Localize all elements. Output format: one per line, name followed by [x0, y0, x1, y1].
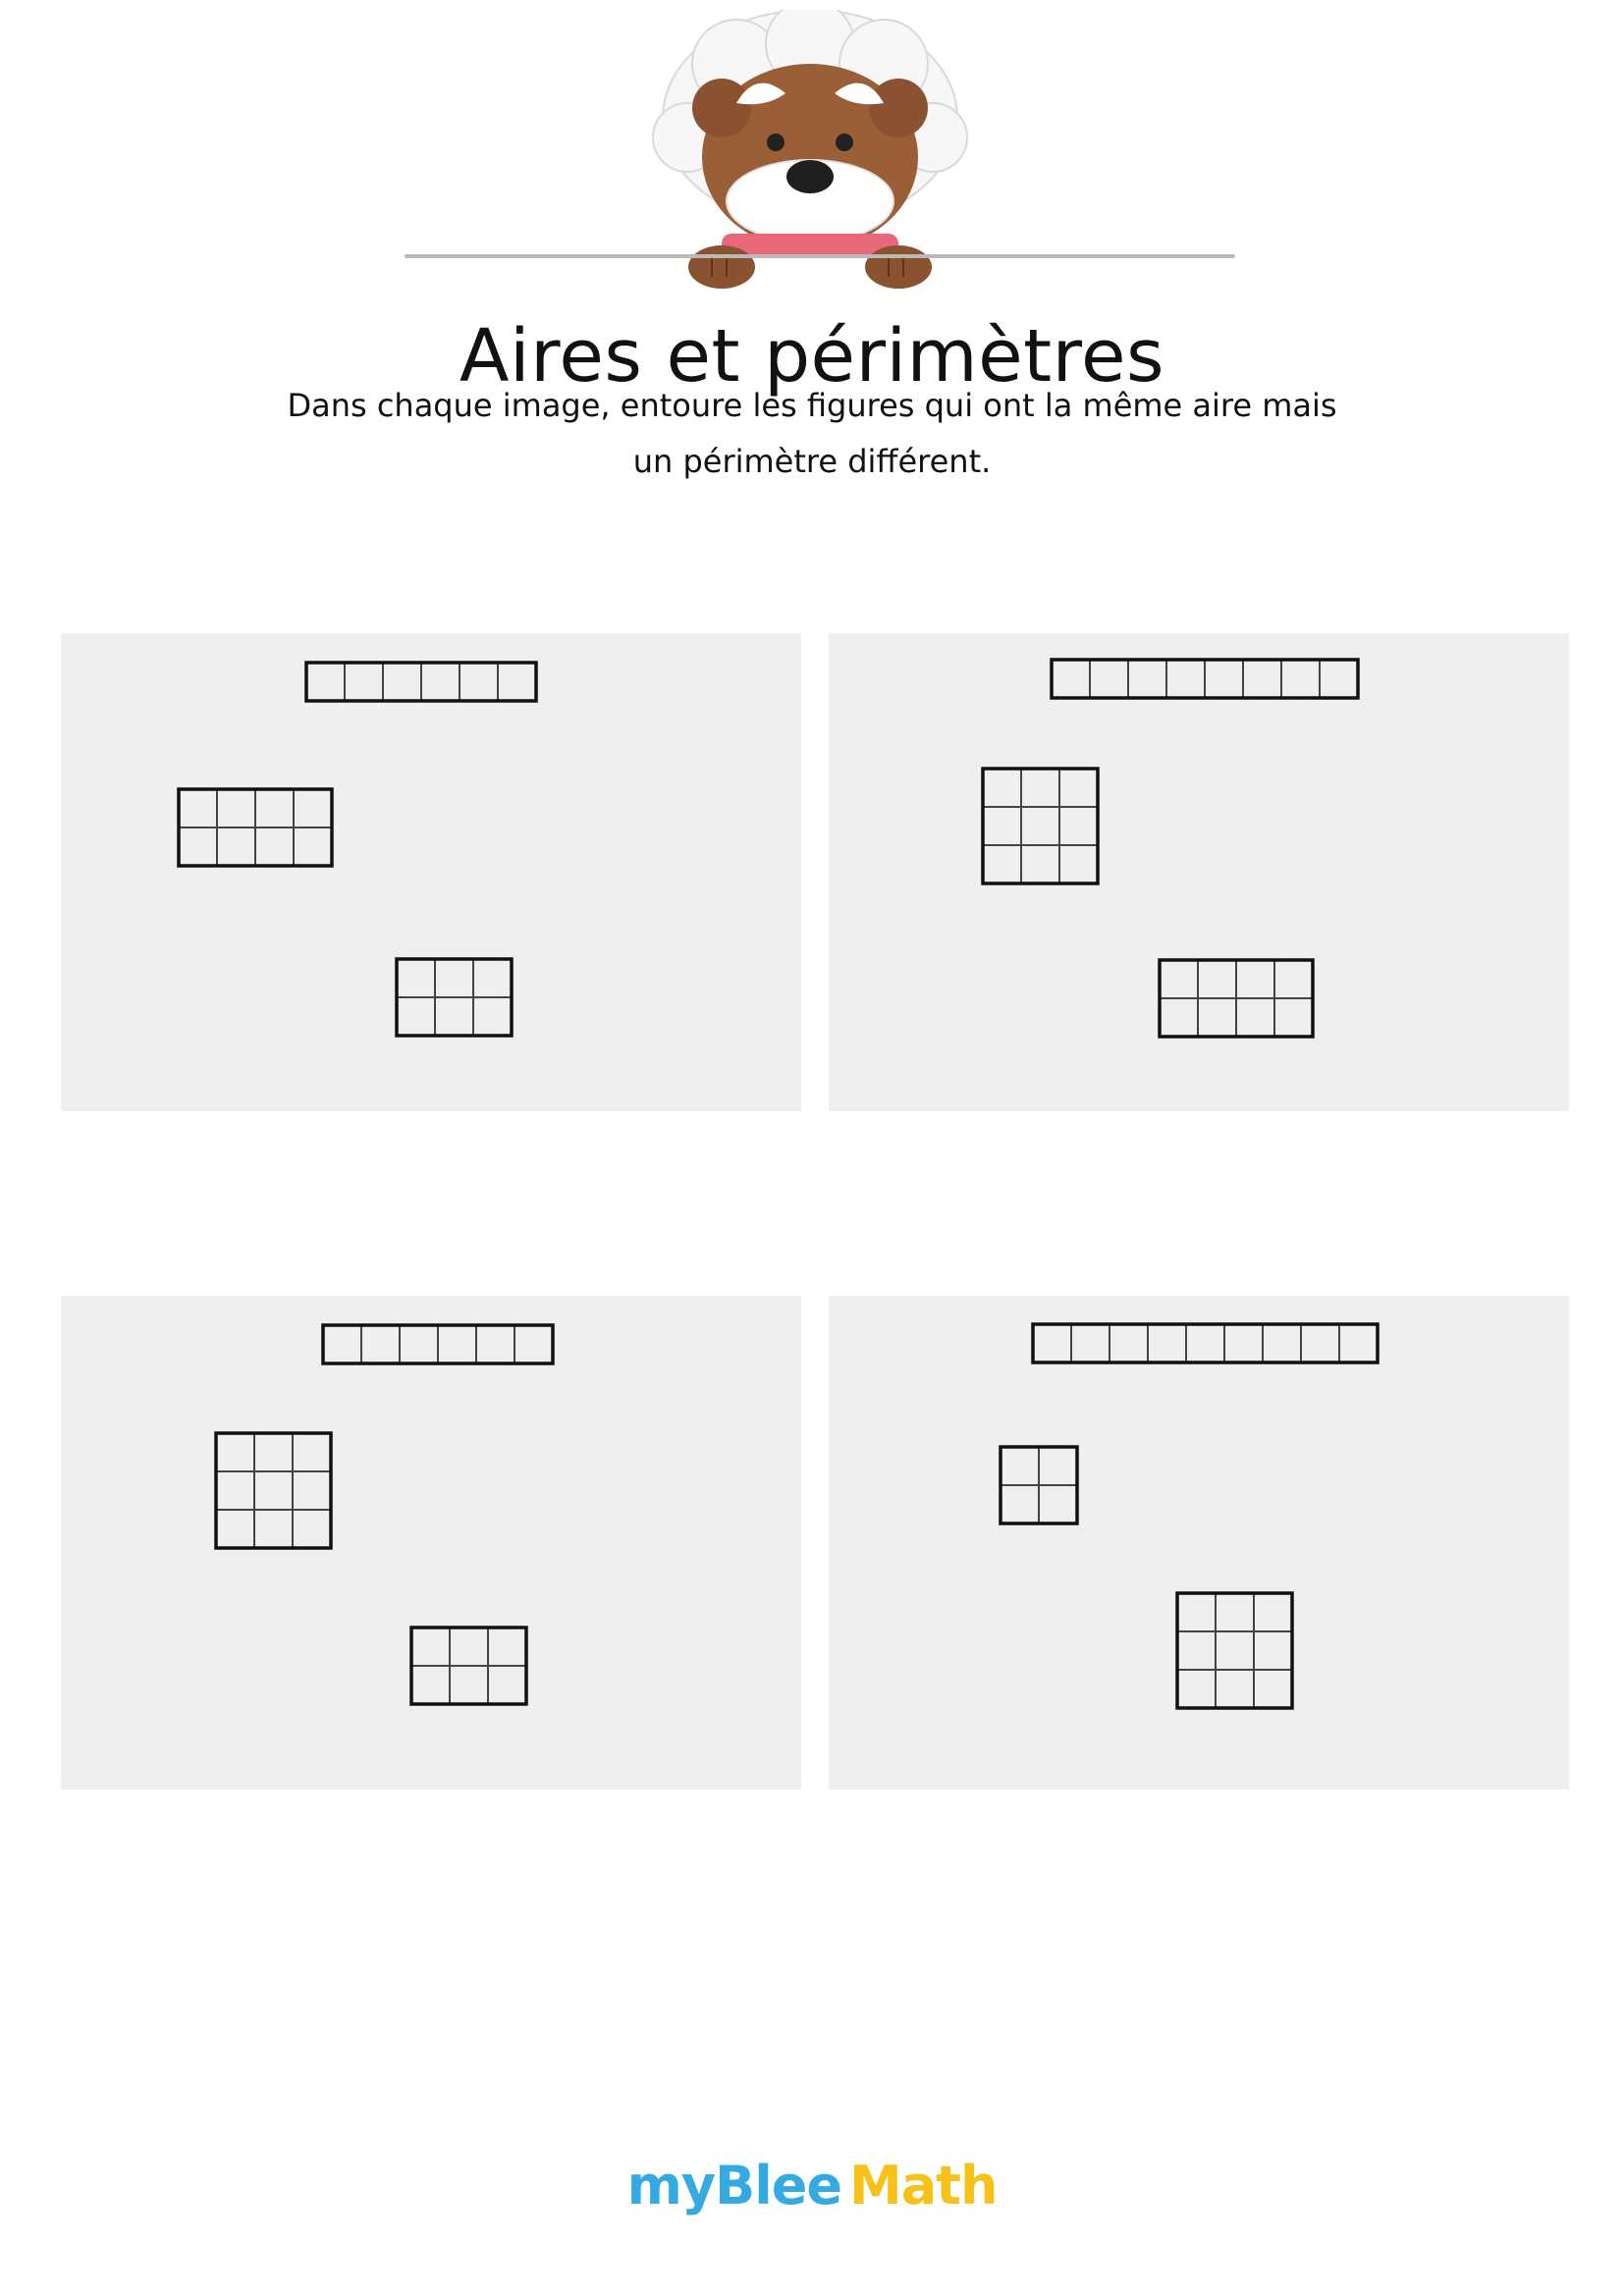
grid-shape-2x2[interactable] [999, 1445, 1079, 1525]
instructions-line-2: un périmètre différent. [632, 443, 992, 480]
shape-c[interactable] [1158, 958, 1315, 1039]
brand-logo [0, 2155, 1624, 2216]
shape-b[interactable] [981, 767, 1100, 885]
shape-c[interactable] [409, 1626, 528, 1706]
grid-shape-3x2[interactable] [395, 957, 514, 1038]
brand-part-blee: Blee [715, 2155, 841, 2216]
shape-b[interactable] [214, 1431, 333, 1550]
page-title: Aires et périmètres [459, 313, 1165, 399]
exercise-panel-1 [61, 633, 801, 1111]
shape-a[interactable] [321, 1323, 555, 1365]
grid-shape-6x1[interactable] [304, 661, 538, 703]
exercise-panel-2 [829, 633, 1569, 1111]
shape-b[interactable] [999, 1445, 1079, 1525]
header-divider [405, 254, 1235, 258]
shape-a[interactable] [304, 661, 538, 703]
shape-a[interactable] [1050, 658, 1360, 700]
exercise-panel-4 [829, 1296, 1569, 1789]
brand-part-math: Math [848, 2155, 998, 2216]
grid-shape-6x1[interactable] [321, 1323, 555, 1365]
bear-mascot-icon [628, 10, 992, 290]
grid-shape-3x3[interactable] [1175, 1591, 1294, 1710]
instructions [272, 378, 1352, 490]
shape-b[interactable] [177, 787, 334, 868]
grid-shape-3x3[interactable] [981, 767, 1100, 885]
grid-shape-8x1[interactable] [1050, 658, 1360, 700]
grid-shape-9x1[interactable] [1031, 1322, 1380, 1364]
shape-outline [983, 769, 1098, 883]
grid-shape-4x2[interactable] [177, 787, 334, 868]
grid-shape-3x3[interactable] [214, 1431, 333, 1550]
shape-outline [216, 1433, 331, 1548]
instructions-line-1: Dans chaque image, entoure les figures qui ont la même aire mais [287, 387, 1337, 424]
grid-shape-4x2[interactable] [1158, 958, 1315, 1039]
shape-outline [1033, 1324, 1378, 1362]
exercise-panel-3 [61, 1296, 801, 1789]
shape-c[interactable] [395, 957, 514, 1038]
brand-part-my: my [626, 2155, 716, 2216]
grid-shape-3x2[interactable] [409, 1626, 528, 1706]
shape-c[interactable] [1175, 1591, 1294, 1710]
shape-outline [1177, 1593, 1292, 1708]
shape-a[interactable] [1031, 1322, 1380, 1364]
